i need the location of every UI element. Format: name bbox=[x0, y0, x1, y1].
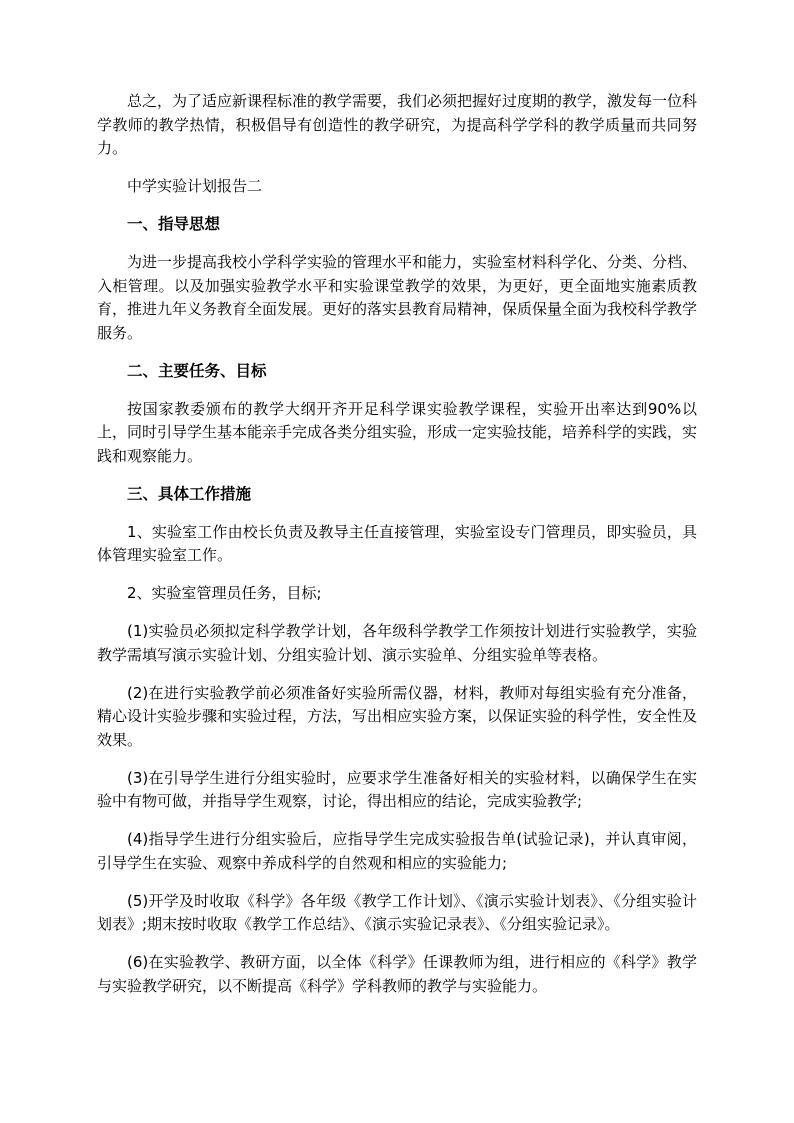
section-3-paragraph-2: 2、实验室管理员任务，目标; bbox=[127, 584, 322, 602]
document-page bbox=[97, 90, 697, 1013]
section-3-item-6: (6)在实验教学、教研方面，以全体《科学》任课教师为组，进行相应的《科学》教学与实验教学研究，以不断提高《科学》学科教师的教学与实验能力。 bbox=[97, 953, 697, 995]
report-title: 中学实验计划报告二 bbox=[127, 177, 263, 195]
section-3-item-4: (4)指导学生进行分组实验后，应指导学生完成实验报告单(试验记录)，并认真审阅，引导学生在实验、观察中养成科学的自然观和相应的实验能力; bbox=[97, 830, 697, 872]
section-2-paragraph-1: 按国家教委颁布的教学大纲开齐开足科学课实验教学课程，实验开出率达到90%以上，同时引导学生基本能亲手完成各类分组实验，形成一定实验技能，培养科学的实践，实践和观察能力。 bbox=[97, 399, 698, 465]
intro-paragraph: 总之，为了适应新课程标准的教学需要，我们必须把握好过度期的教学，激发每一位科学教师的教学热情，积极倡导有创造性的教学研究，为提高科学学科的教学质量而共同努力。 bbox=[97, 92, 698, 157]
section-heading-work-measures: 三、具体工作措施 bbox=[127, 484, 252, 503]
section-3-item-1: (1)实验员必须拟定科学教学计划，各年级科学教学工作须按计划进行实验教学，实验教学需填写演示实验计划、分组实验计划、演示实验单、分组实验单等表格。 bbox=[97, 622, 697, 664]
section-3-item-3: (3)在引导学生进行分组实验时，应要求学生准备好相关的实验材料，以确保学生在实验中有物可做，并指导学生观察，讨论，得出相应的结论，完成实验教学; bbox=[97, 768, 697, 810]
section-heading-main-tasks: 二、主要任务、目标 bbox=[127, 361, 267, 380]
section-heading-guiding-ideology: 一、指导思想 bbox=[127, 215, 221, 233]
section-3-item-5: (5)开学及时收取《科学》各年级《教学工作计划》、《演示实验计划表》、《分组实验计划表》;期末按时收取《教学工作总结》、《演示实验记录表》、《分组实验记录》。 bbox=[97, 891, 697, 933]
section-1-paragraph-1: 为进一步提高我校小学科学实验的管理水平和能力，实验室材料科学化、分类、分档、入柜管理。以及加强实验教学水平和实验课堂教学的效果，为更好，更全面地实施素质教育，推进九年义务教育全面发展。更好的落实县教育局精神，保质保量全面为我校科学教学服务。 bbox=[97, 253, 698, 342]
section-3-paragraph-1: 1、实验室工作由校长负责及教导主任直接管理，实验室设专门管理员，即实验员，具体管理实验室工作。 bbox=[97, 522, 697, 564]
section-3-item-2: (2)在进行实验教学前必须准备好实验所需仪器，材料，教师对每组实验有充分准备，精心设计实验步骤和实验过程，方法，写出相应实验方案，以保证实验的科学性，安全性及效果。 bbox=[97, 683, 698, 749]
